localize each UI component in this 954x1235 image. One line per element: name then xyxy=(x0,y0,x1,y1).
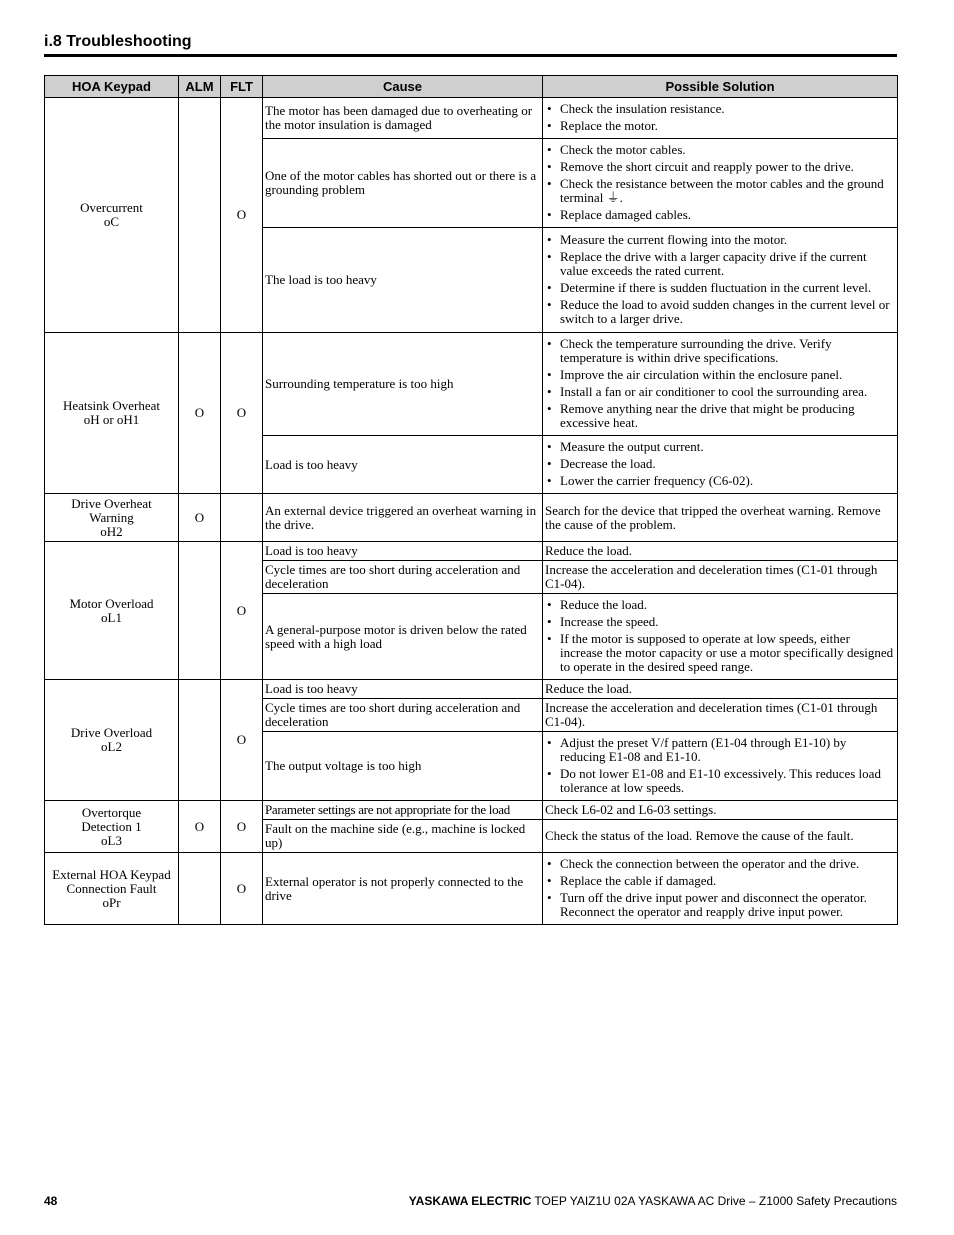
table-row xyxy=(45,98,898,139)
table-row xyxy=(45,542,898,561)
solution-item: • Remove anything near the drive that might be producing excessive heat. xyxy=(545,402,895,430)
flt-cell: O xyxy=(221,98,263,333)
table-row xyxy=(45,680,898,699)
cause-cell: A general-purpose motor is driven below the rated speed with a high load xyxy=(263,594,543,680)
table-header-row xyxy=(45,76,898,98)
solution-cell: Reduce the load. xyxy=(543,542,898,561)
solution-item: • Check the resistance between the motor cables and the ground terminal ⏚. xyxy=(545,177,895,205)
solution-item: • Check the temperature surrounding the drive. Verify temperature is within drive specifications. xyxy=(545,337,895,365)
cause-cell: Cycle times are too short during acceleration and deceleration xyxy=(263,561,543,594)
cause-cell: The motor has been damaged due to overheating or the motor insulation is damaged xyxy=(263,98,543,139)
solution-cell: Reduce the load. xyxy=(543,680,898,699)
keypad-cell: Overtorque Detection 1 oL3 xyxy=(45,801,179,853)
troubleshooting-table xyxy=(44,75,898,925)
alm-cell xyxy=(179,680,221,801)
footer-doc-title: TOEP YAIZ1U 02A YASKAWA AC Drive – Z1000 Safety Precautions xyxy=(534,1194,897,1208)
solution-item: • Reduce the load. xyxy=(545,598,895,612)
cause-cell: One of the motor cables has shorted out or there is a grounding problem xyxy=(263,139,543,228)
cause-cell: An external device triggered an overheat warning in the drive. xyxy=(263,494,543,542)
solution-cell xyxy=(543,98,898,139)
solution-item: • Turn off the drive input power and disconnect the operator. Reconnect the operator and reapply drive input power. xyxy=(545,891,895,919)
solution-cell: Check L6-02 and L6-03 settings. xyxy=(543,801,898,820)
solution-item: • Increase the speed. xyxy=(545,615,895,629)
keypad-cell: Drive Overheat Warning oH2 xyxy=(45,494,179,542)
solution-item: • Lower the carrier frequency (C6-02). xyxy=(545,474,895,488)
header-alm: ALM xyxy=(179,76,221,98)
header-possible-solution: Possible Solution xyxy=(543,76,898,98)
footer-brand: YASKAWA ELECTRIC xyxy=(408,1194,532,1208)
solution-item: • Check the insulation resistance. xyxy=(545,102,895,116)
cause-cell: Load is too heavy xyxy=(263,680,543,699)
solution-item: • Replace the drive with a larger capacity drive if the current value exceeds the rated current. xyxy=(545,250,895,278)
solution-item: • Reduce the load to avoid sudden changes in the current level or switch to a larger drive. xyxy=(545,298,895,326)
alm-cell: O xyxy=(179,494,221,542)
cause-cell: The load is too heavy xyxy=(263,228,543,333)
keypad-cell: Drive Overload oL2 xyxy=(45,680,179,801)
solution-cell xyxy=(543,436,898,494)
flt-cell: O xyxy=(221,853,263,925)
cause-cell: Cycle times are too short during acceleration and deceleration xyxy=(263,699,543,732)
table-row xyxy=(45,853,898,925)
solution-item: • Replace the motor. xyxy=(545,119,895,133)
solution-cell xyxy=(543,139,898,228)
alm-cell xyxy=(179,853,221,925)
solution-cell: Check the status of the load. Remove the cause of the fault. xyxy=(543,820,898,853)
alm-cell xyxy=(179,98,221,333)
footer-doc-info xyxy=(409,1194,897,1208)
solution-cell xyxy=(543,228,898,333)
alm-cell: O xyxy=(179,801,221,853)
table-row xyxy=(45,801,898,820)
solution-item: • Measure the current flowing into the motor. xyxy=(545,233,895,247)
alm-cell xyxy=(179,542,221,680)
solution-cell: Search for the device that tripped the overheat warning. Remove the cause of the problem. xyxy=(543,494,898,542)
page-number: 48 xyxy=(44,1194,58,1208)
flt-cell: O xyxy=(221,801,263,853)
flt-cell: O xyxy=(221,333,263,494)
solution-item: • Measure the output current. xyxy=(545,440,895,454)
keypad-cell: External HOA Keypad Connection Fault oPr xyxy=(45,853,179,925)
solution-item: • Decrease the load. xyxy=(545,457,895,471)
solution-item: • Improve the air circulation within the enclosure panel. xyxy=(545,368,895,382)
keypad-cell: Overcurrent oC xyxy=(45,98,179,333)
alm-cell: O xyxy=(179,333,221,494)
cause-cell: Surrounding temperature is too high xyxy=(263,333,543,436)
cause-cell: Load is too heavy xyxy=(263,436,543,494)
flt-cell: O xyxy=(221,542,263,680)
header-flt: FLT xyxy=(221,76,263,98)
solution-cell xyxy=(543,594,898,680)
solution-item: • Install a fan or air conditioner to cool the surrounding area. xyxy=(545,385,895,399)
cause-cell: Parameter settings are not appropriate for the load xyxy=(263,801,543,820)
section-title: i.8 Troubleshooting xyxy=(44,33,192,50)
solution-item: • Replace the cable if damaged. xyxy=(545,874,895,888)
flt-cell xyxy=(221,494,263,542)
solution-item: • If the motor is supposed to operate at low speeds, either increase the motor capacity or use a motor specifically designed to operate in the desired speed range. xyxy=(545,632,895,674)
solution-cell xyxy=(543,732,898,801)
solution-cell: Increase the acceleration and deceleration times (C1-01 through C1-04). xyxy=(543,699,898,732)
solution-item: • Replace damaged cables. xyxy=(545,208,895,222)
cause-cell: External operator is not properly connected to the drive xyxy=(263,853,543,925)
solution-cell xyxy=(543,333,898,436)
title-rule xyxy=(44,54,897,57)
cause-cell: Load is too heavy xyxy=(263,542,543,561)
cause-cell: The output voltage is too high xyxy=(263,732,543,801)
cause-cell: Fault on the machine side (e.g., machine is locked up) xyxy=(263,820,543,853)
keypad-cell: Heatsink Overheat oH or oH1 xyxy=(45,333,179,494)
flt-cell: O xyxy=(221,680,263,801)
solution-item: • Check the connection between the operator and the drive. xyxy=(545,857,895,871)
solution-item: • Determine if there is sudden fluctuation in the current level. xyxy=(545,281,895,295)
solution-item: • Do not lower E1-08 and E1-10 excessively. This reduces load tolerance at low speeds. xyxy=(545,767,895,795)
solution-cell: Increase the acceleration and deceleration times (C1-01 through C1-04). xyxy=(543,561,898,594)
table-row xyxy=(45,333,898,436)
solution-item: • Remove the short circuit and reapply power to the drive. xyxy=(545,160,895,174)
solution-item: • Check the motor cables. xyxy=(545,143,895,157)
header-cause: Cause xyxy=(263,76,543,98)
solution-item: • Adjust the preset V/f pattern (E1-04 through E1-10) by reducing E1-08 and E1-10. xyxy=(545,736,895,764)
header-hoa-keypad: HOA Keypad xyxy=(45,76,179,98)
table-row xyxy=(45,494,898,542)
solution-cell xyxy=(543,853,898,925)
keypad-cell: Motor Overload oL1 xyxy=(45,542,179,680)
